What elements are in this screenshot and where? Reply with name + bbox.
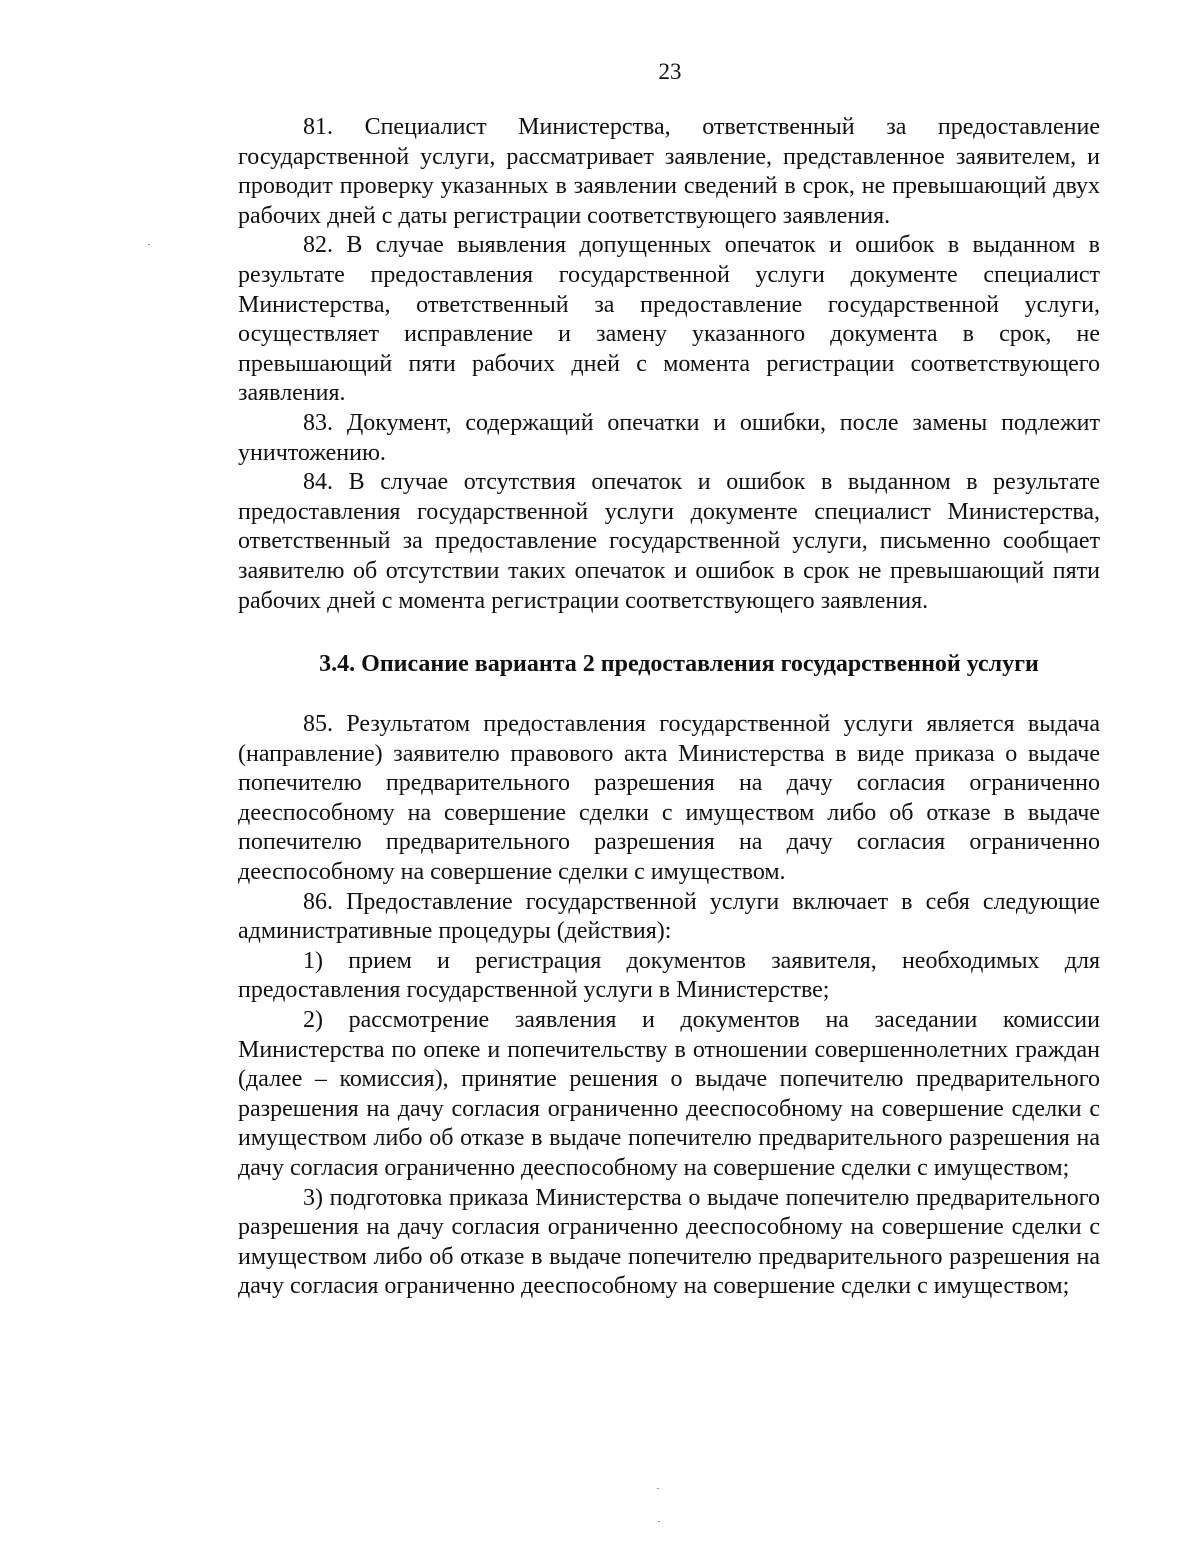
- scan-speck: [148, 244, 150, 245]
- paragraph-83: 83. Документ, содержащий опечатки и ошибки, после замены подлежит уничтожению.: [238, 409, 1100, 466]
- page-number: 23: [658, 59, 682, 84]
- paragraph-84: 84. В случае отсутствия опечаток и ошибок в выданном в результате предоставления государственной услуги документе специалист Министерства, ответственный за предоставление государственной услуги, письменно сообщает заявителю об отсутствии таких опечаток и ошибок в срок не превышающий пяти рабочих дней с момента регистрации соответствующего заявления.: [238, 469, 1100, 614]
- scan-speck: [658, 1521, 660, 1522]
- paragraph-82: 82. В случае выявления допущенных опечаток и ошибок в выданном в результате предоставления государственной услуги документе специалист Министерства, ответственный за предоставление государственной услуги, осуществляет исправление и замену указанного документа в срок, не превышающий пяти рабочих дней с момента регистрации соответствующего заявления.: [238, 232, 1100, 407]
- scan-speck: [657, 1488, 659, 1489]
- list-item-3: 3) подготовка приказа Министерства о выдаче попечителю предварительного разрешения на дачу согласия ограниченно дееспособному на совершение сделки с имуществом либо об отказе в выдаче попечителю предварительного разрешения на дачу согласия ограниченно дееспособному на совершение сделки с имуществом;: [238, 1184, 1100, 1300]
- list-item-1: 1) прием и регистрация документов заявителя, необходимых для предоставления государственной услуги в Министерстве;: [238, 947, 1100, 1004]
- section-heading: 3.4. Описание варианта 2 предоставления государственной услуги: [319, 651, 1039, 678]
- paragraph-85: 85. Результатом предоставления государственной услуги является выдача (направление) заявителю правового акта Министерства в виде приказа о выдаче попечителю предварительного разрешения на дачу согласия ограниченно дееспособному на совершение сделки с имуществом либо об отказе в выдаче попечителю предварительного разрешения на дачу согласия ограниченно дееспособному на совершение сделки с имуществом.: [238, 711, 1100, 886]
- paragraph-81: 81. Специалист Министерства, ответственный за предоставление государственной услуги, рассматривает заявление, представленное заявителем, и проводит проверку указанных в заявлении сведений в срок, не превышающий двух рабочих дней с даты регистрации соответствующего заявления.: [238, 114, 1100, 229]
- document-body: [238, 113, 1100, 1302]
- paragraph-86: 86. Предоставление государственной услуги включает в себя следующие административные процедуры (действия):: [238, 888, 1100, 945]
- list-item-2: 2) рассмотрение заявления и документов на заседании комиссии Министерства по опеке и попечительству в отношении совершеннолетних граждан (далее – комиссия), принятие решения о выдаче попечителю предварительного разрешения на дачу согласия ограниченно дееспособному на совершение сделки с имуществом либо об отказе в выдаче попечителю предварительного разрешения на дачу согласия ограниченно дееспособному на совершение сделки с имуществом;: [238, 1007, 1100, 1181]
